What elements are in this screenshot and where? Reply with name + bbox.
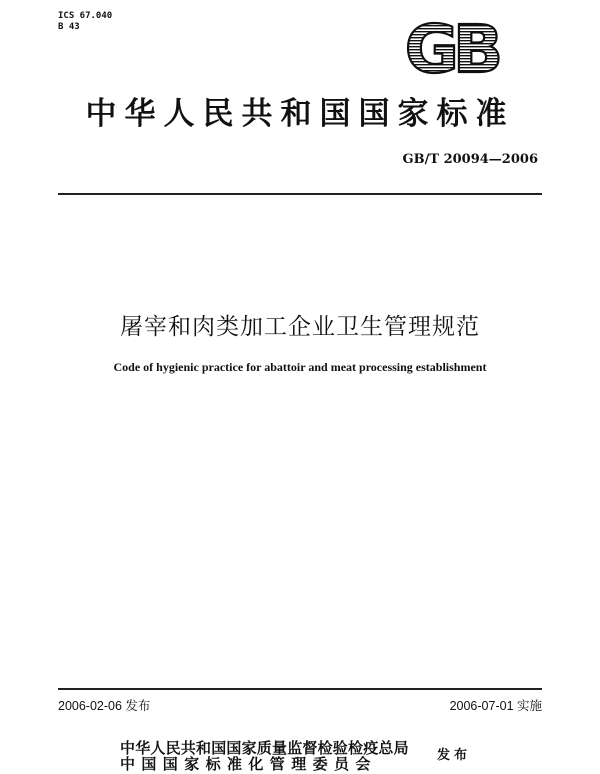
standard-type-heading: 中华人民共和国国家标准: [85, 96, 515, 132]
issuer-aqsiq: 中华人民共和国国家质量监督检验检疫总局: [120, 739, 409, 757]
ccs-code: B 43: [58, 22, 80, 32]
bottom-divider: [58, 688, 542, 690]
ics-code: ICS 67.040: [58, 11, 113, 21]
gb-logo: [392, 16, 510, 80]
title-chinese: 屠宰和肉类加工企业卫生管理规范: [120, 314, 480, 340]
standard-number: GB/T 20094—2006: [402, 152, 538, 167]
title-english: Code of hygienic practice for abattoir and meat processing establishment: [113, 360, 487, 374]
publish-date: 2006-02-06 发布: [58, 699, 151, 713]
issue-label: 发布: [437, 748, 472, 763]
issuer-sac: 中国国家标准化管理委员会: [120, 755, 377, 773]
implementation-date: 2006-07-01 实施: [449, 699, 542, 713]
gb-logo-text: GB: [404, 16, 498, 80]
classification-codes: [58, 11, 112, 33]
top-divider: [58, 193, 542, 195]
